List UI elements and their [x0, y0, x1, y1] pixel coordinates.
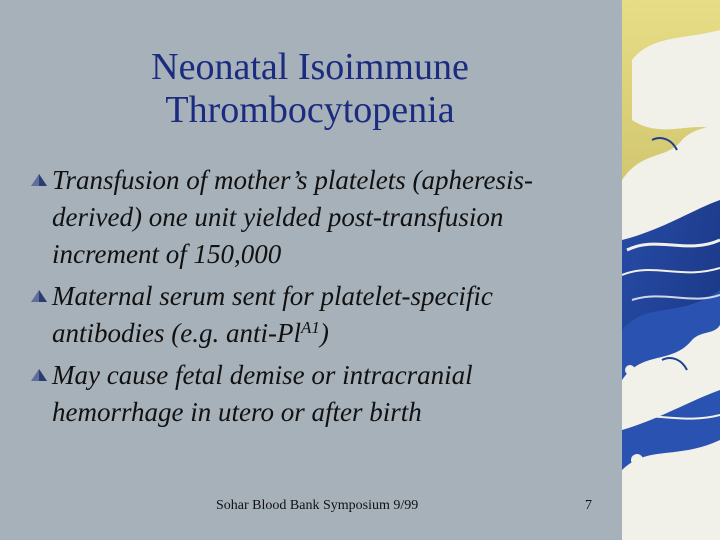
bullet-text-end: ) [319, 318, 329, 348]
slide-title [70, 46, 550, 132]
triangle-bullet-icon [30, 173, 48, 187]
footer-text: Sohar Blood Bank Symposium 9/99 [216, 498, 419, 513]
bullet-text: Transfusion of mother’s platelets (apheresis-derived) one unit yielded post-transfusion increment of 150,000 [52, 165, 534, 269]
bullet-list [30, 162, 610, 436]
slide-title-line-2: Thrombocytopenia [165, 89, 455, 131]
bullet-text: May cause fetal demise or intracranial hemorrhage in utero or after birth [52, 360, 473, 427]
wave-illustration [622, 0, 720, 540]
bullet-item [30, 162, 610, 273]
bullet-text: Maternal serum sent for platelet-specific antibodies (e.g. anti-Pl [52, 281, 493, 348]
bullet-superscript: A1 [300, 318, 320, 337]
triangle-bullet-icon [30, 289, 48, 303]
slide-title-line-1: Neonatal Isoimmune [151, 46, 469, 88]
slide-number: 7 [585, 498, 592, 513]
bullet-item [30, 278, 610, 352]
bullet-item [30, 357, 610, 431]
triangle-bullet-icon [30, 368, 48, 382]
